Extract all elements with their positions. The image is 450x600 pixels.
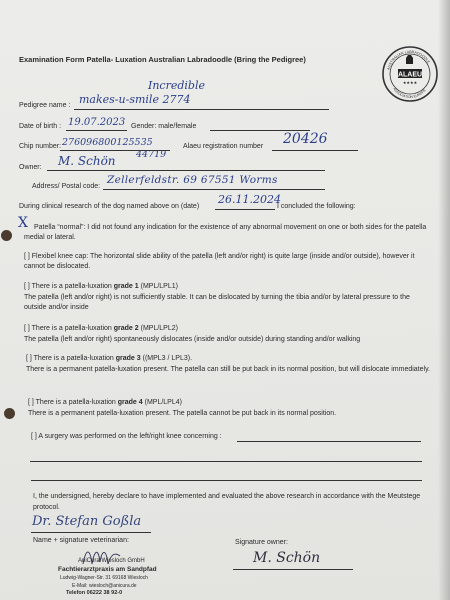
- grade3-code: ((MPL3 / LPL3).: [140, 355, 193, 362]
- grade2-text: The patella (left and/or right) spontaneously dislocates (inside and/or outside) during standing and/or walking: [24, 336, 361, 343]
- gender-label: Gender: male/female: [131, 123, 197, 130]
- svg-text:ASSOCIATION EUROPE: ASSOCIATION EUROPE: [392, 86, 427, 100]
- dob-line: [66, 130, 127, 131]
- grade2-code: (MPL/LPL2): [138, 325, 178, 332]
- alaeu-line: [272, 150, 358, 151]
- grade1-code: (MPL/LPL1): [138, 283, 178, 290]
- stamp-line-3: Ludwig-Wagner-Str. 31 69168 Wiesloch: [60, 575, 148, 581]
- grade2-heading: [24, 324, 178, 333]
- normal-checkmark: X: [18, 215, 28, 231]
- grade3-text: There is a permanent patella-luxation present. The patella can still be put back in its normal position, but will dislocate immediately.: [26, 366, 431, 373]
- surgery-line-3: [31, 480, 422, 481]
- declaration-text: I, the undersigned, hereby declare to have implemented and evaluated the above research in accordance with the Meutstege protocol.: [33, 493, 421, 511]
- alaeu-logo-icon: [381, 45, 439, 103]
- normal-option-text: I did not found any indication for the existence of any abnormal movement on one or both sides for the patella medial or lateral.: [24, 224, 427, 241]
- grade1-grade: grade 1: [113, 283, 139, 290]
- surgery-option: [ ] A surgery was performed on the left/right knee concerning :: [31, 433, 222, 440]
- alaeu-value: 20426: [283, 131, 328, 147]
- stamp-line-1: AniCura Wiesloch GmbH: [78, 558, 145, 564]
- research-suffix: I concluded the following:: [277, 203, 356, 210]
- grade3-grade: grade 3: [115, 355, 141, 362]
- grade1-head-pre: [ ] There is a patella-luxation: [24, 283, 114, 290]
- chip-line: [60, 150, 170, 151]
- stamp-line-4: E-Mail: wiesloch@anicura.de: [72, 583, 137, 589]
- grade2-grade: grade 2: [113, 325, 139, 332]
- vet-signature: Dr. Stefan Goßla: [32, 514, 142, 529]
- owner-signature-line: [233, 569, 353, 570]
- grade2-head-pre: [ ] There is a patella-luxation: [24, 325, 114, 332]
- grade4-head-pre: [ ] There is a patella-luxation: [28, 399, 118, 406]
- page-edge-shadow: [438, 0, 450, 600]
- grade3-heading: [26, 354, 192, 363]
- svg-text:★★★★: ★★★★: [402, 80, 418, 85]
- owner-label: Owner:: [19, 164, 42, 171]
- research-prefix: During clinical research of the dog named above on (date): [19, 203, 200, 210]
- address-value: Zellerfeldstr. 69 67551 Worms: [107, 174, 278, 186]
- stamp-scribble-icon: [78, 544, 128, 570]
- chip-value: 276096800125535: [62, 137, 153, 148]
- grade1-text: The patella (left and/or right) is not sufficiently stable. It can be dislocated by turning the tibia and/or by lateral pressure to the outside and/or inside: [24, 294, 410, 311]
- normal-option-title: Patella “normal”:: [34, 224, 86, 231]
- grade4-text: There is a permanent patella-luxation present. The patella cannot be put back in its normal position.: [28, 410, 337, 417]
- pedigree-line: [74, 109, 329, 110]
- dob-label: Date of birth :: [19, 123, 62, 130]
- alaeu-label: Alaeu registration number: [183, 143, 264, 150]
- grade3-head-pre: [ ] There is a patella-luxation: [26, 355, 116, 362]
- dob-value: 19.07.2023: [68, 117, 126, 128]
- pedigree-label: Pedigree name :: [19, 102, 71, 109]
- vet-label: Name + signature veterinarian:: [33, 537, 129, 544]
- svg-text:AUSTRALIAN LABRADOODLE: AUSTRALIAN LABRADOODLE: [386, 49, 431, 71]
- surgery-line-1: [237, 441, 421, 442]
- grade1-heading: [24, 282, 178, 291]
- chip-label: Chip number:: [19, 143, 62, 150]
- surgery-line-2: [30, 461, 422, 462]
- normal-option: [24, 223, 434, 243]
- grade4-grade: grade 4: [117, 399, 143, 406]
- address-label: Address/ Postal code:: [32, 183, 101, 190]
- owner-signature: M. Schön: [253, 550, 321, 566]
- grade4-code: (MPL/LPL4): [142, 399, 182, 406]
- chip-value-2: 44719: [136, 149, 167, 160]
- owner-line: [47, 170, 325, 171]
- owner-value: M. Schön: [58, 154, 116, 168]
- svg-text:ALAEU: ALAEU: [397, 71, 423, 79]
- address-line: [103, 189, 325, 190]
- stamp-line-2: Fachtierarztpraxis am Sandpfad: [58, 566, 157, 573]
- vet-signature-line: [31, 532, 151, 533]
- stamp-line-5: Telefon 06222 38 92-0: [66, 590, 123, 596]
- research-date-line: [215, 209, 275, 210]
- flexible-option: [ ] Flexibel knee cap: The horizontal slide ability of the patella (left and/or right) is quite large (inside and/or outside), however it cannot be dislocated.: [24, 253, 415, 270]
- punch-hole-bottom: [4, 408, 15, 419]
- form-title: Examination Form Patella- Luxation Australian Labradoodle (Bring the Pedigree): [19, 55, 306, 64]
- pedigree-value-line1: Incredible: [148, 79, 205, 92]
- research-date: 26.11.2024: [218, 193, 281, 206]
- owner-signature-label: Signature owner:: [235, 539, 288, 546]
- pedigree-value: makes-u-smile 2774: [79, 93, 191, 106]
- punch-hole-top: [1, 230, 12, 241]
- grade4-heading: [28, 398, 182, 407]
